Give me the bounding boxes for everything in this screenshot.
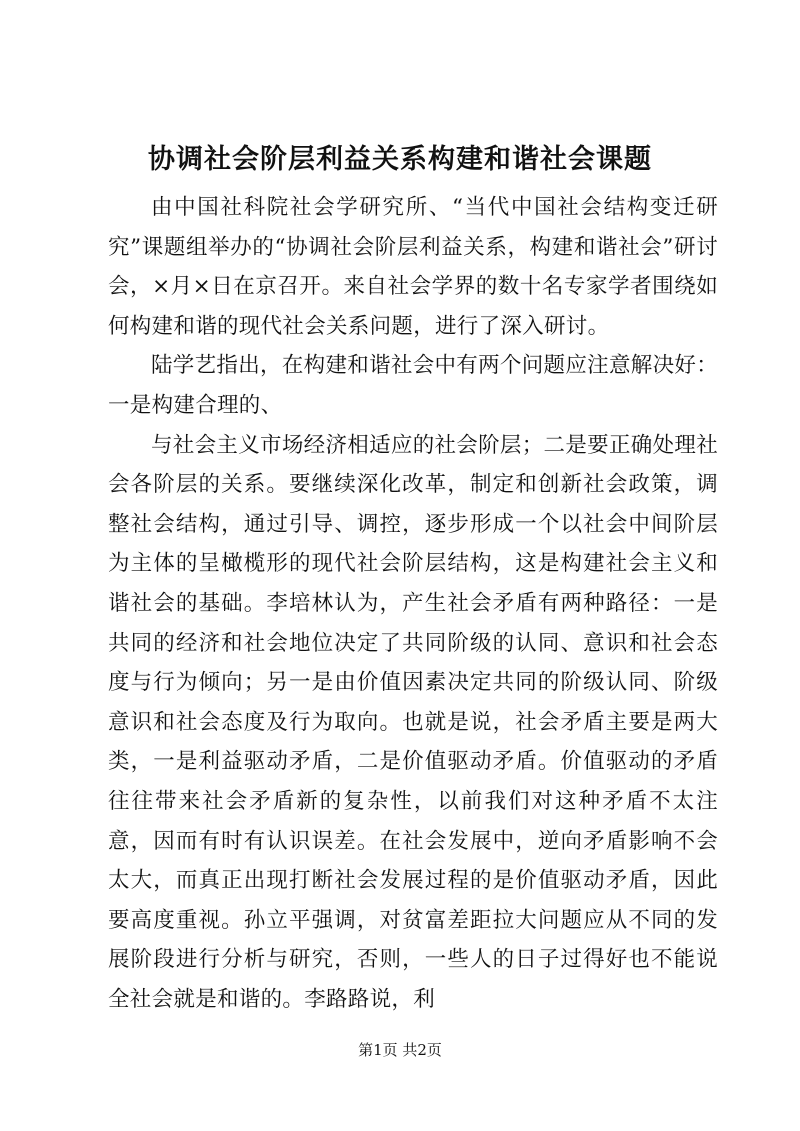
paragraph: 由中国社科院社会学研究所、“当代中国社会结构变迁研究”课题组举办的“协调社会阶层利益关系，构建和谐社会”研讨会，×月×日在京召开。来自社会学界的数十名专家学者围绕如何构建和谐的现代社会关系问题，进行了深入研讨。 — [108, 195, 718, 339]
paragraph: 陆学艺指出，在构建和谐社会中有两个问题应注意解决好：一是构建合理的、 — [108, 353, 718, 418]
paragraph: 与社会主义市场经济相适应的社会阶层；二是要正确处理社会各阶层的关系。要继续深化改革，制定和创新社会政策，调整社会结构，通过引导、调控，逐步形成一个以社会中间阶层为主体的呈橄榄形的现代社会阶层结构，这是构建社会主义和谐社会的基础。李培林认为，产生社会矛盾有两种路径：一是共同的经济和社会地位决定了共同阶级的认同、意识和社会态度与行为倾向；另一是由价值因素决定共同的阶级认同、阶级意识和社会态度及行为取向。也就是说，社会矛盾主要是两大类，一是利益驱动矛盾，二是价值驱动矛盾。价值驱动的矛盾往往带来社会矛盾新的复杂性，以前我们对这种矛盾不太注意，因而有时有认识误差。在社会发展中，逆向矛盾影响不会太大，而真正出现打断社会发展过程的是价值驱动矛盾，因此要高度重视。孙立平强调，对贫富差距拉大问题应从不同的发展阶段进行分析与研究，否则，一些人的日子过得好也不能说全社会就是和谐的。李路路说，利 — [108, 432, 718, 1012]
page-number-footer: 第1页 共2页 — [358, 1041, 442, 1059]
document-title: 协调社会阶层利益关系构建和谐社会课题 — [148, 144, 652, 175]
document-body — [108, 188, 718, 1019]
